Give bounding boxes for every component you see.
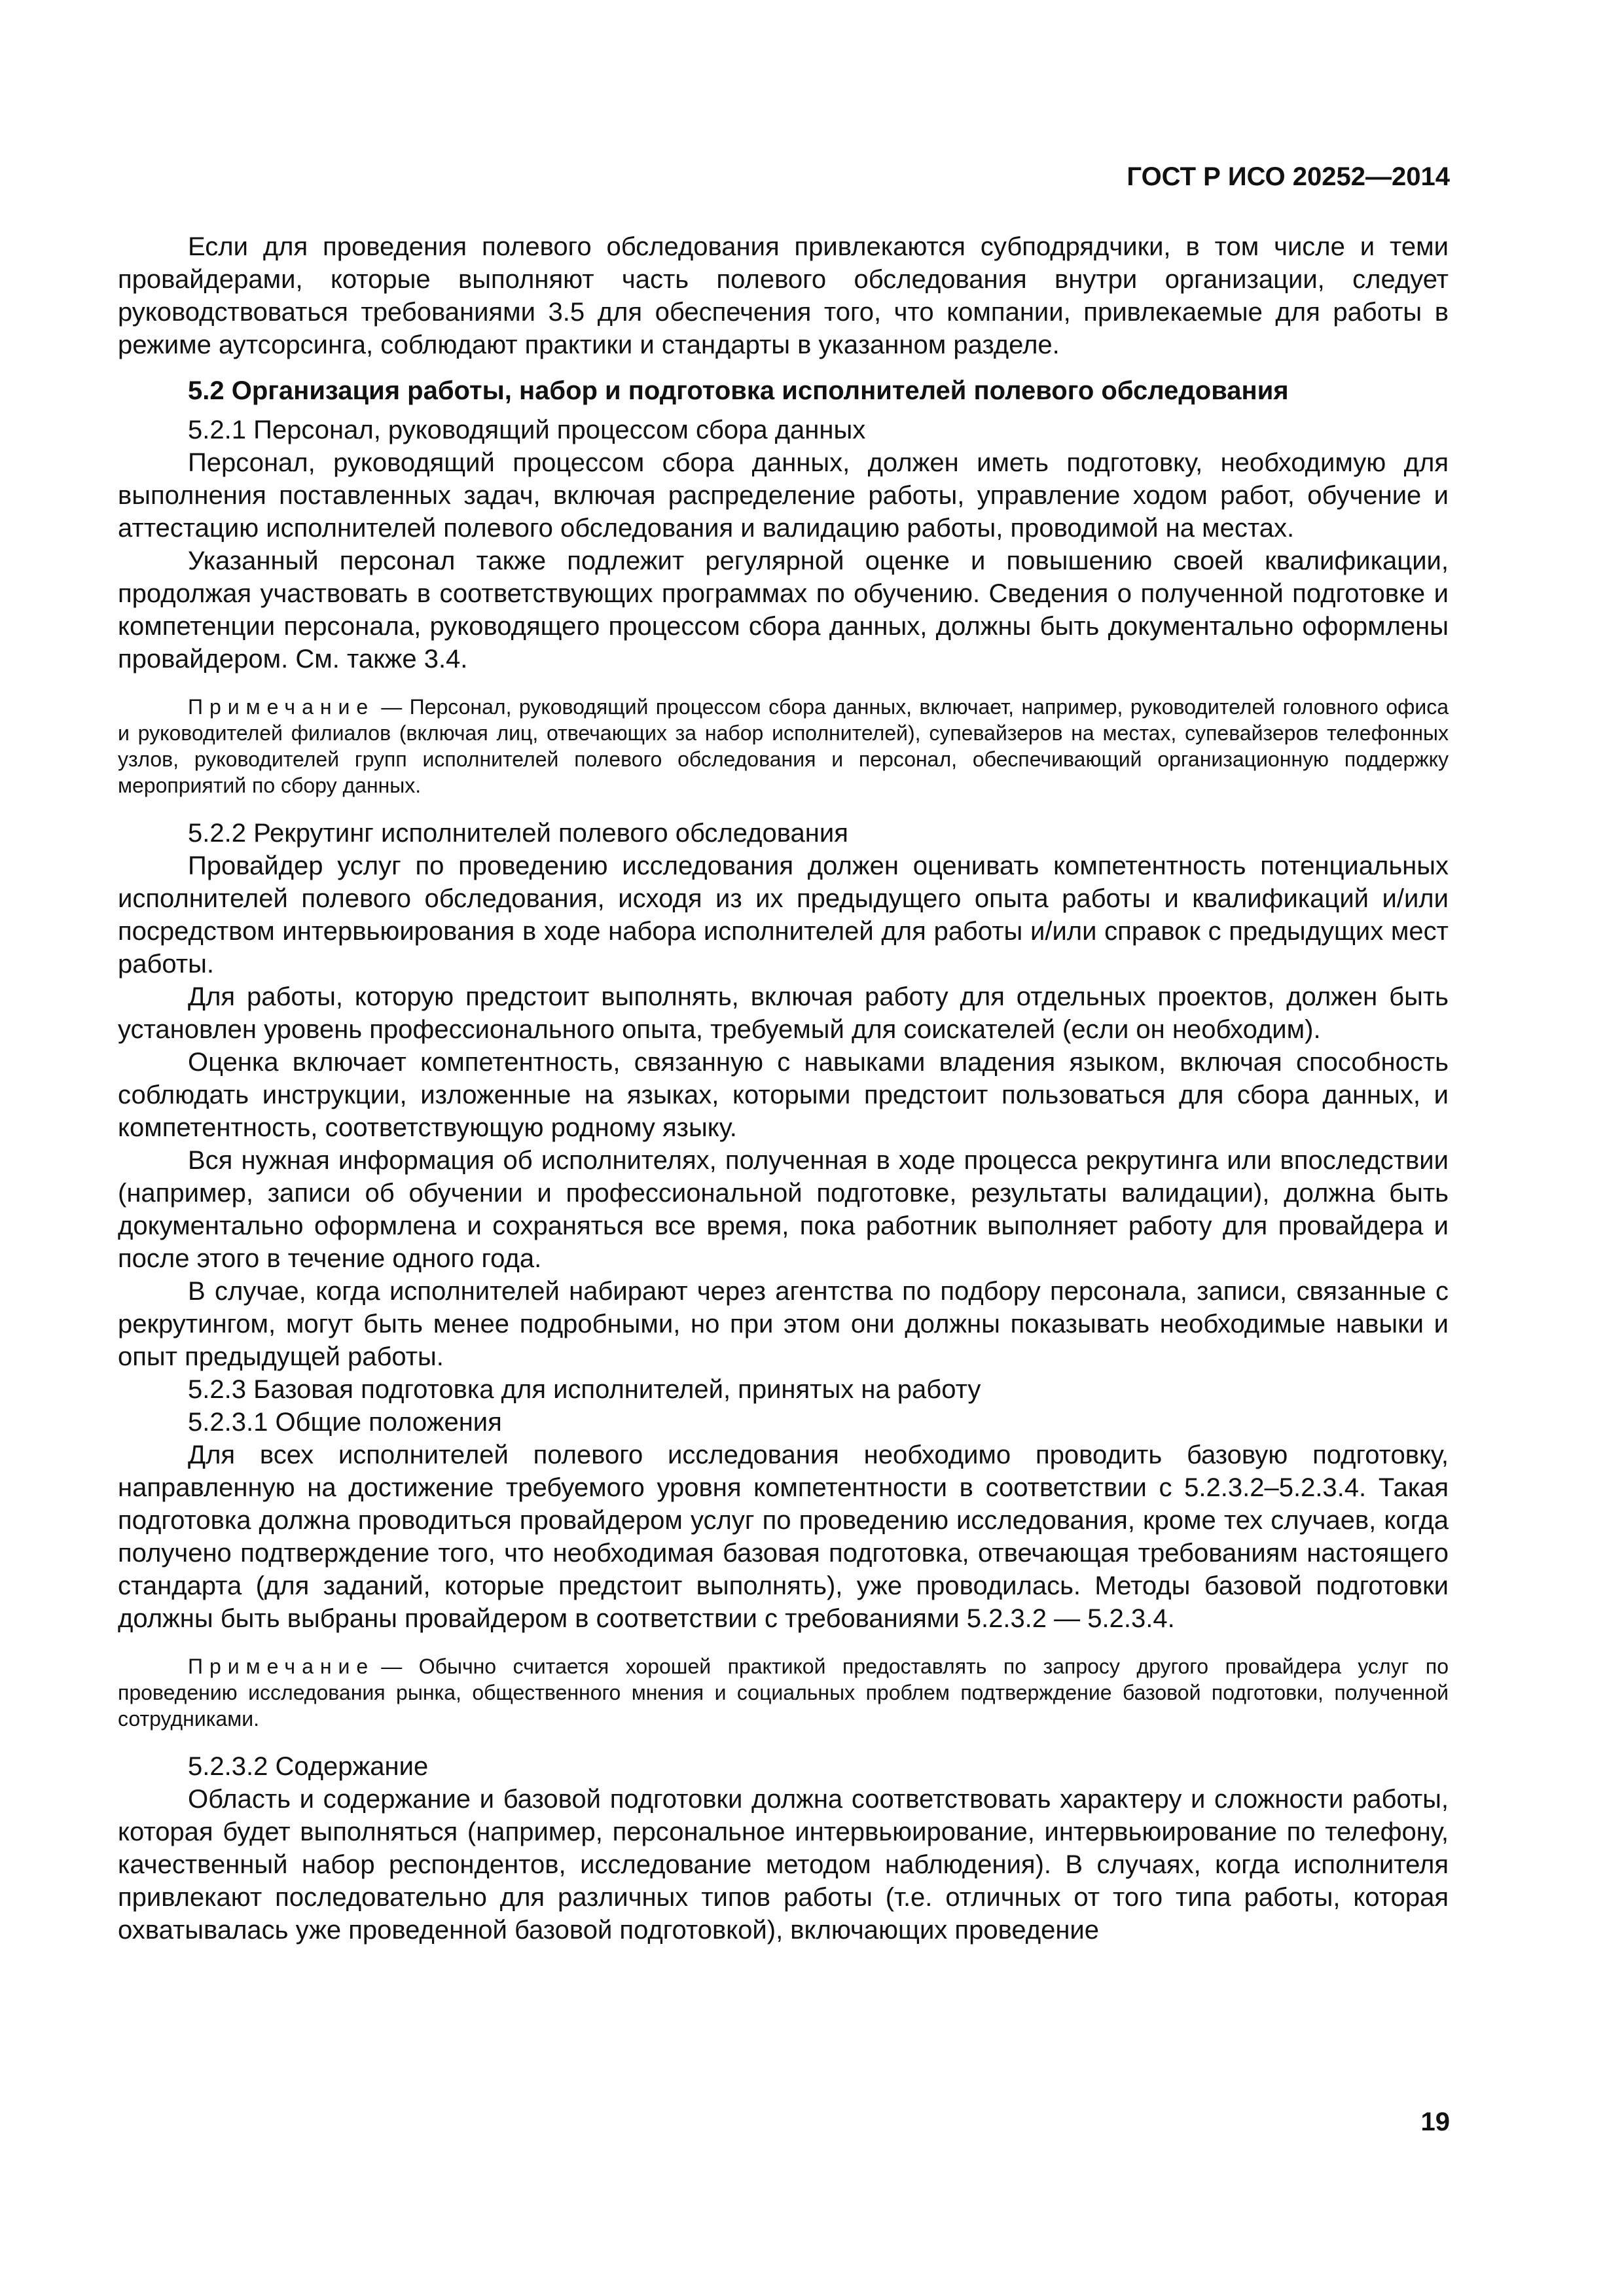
- subsection-heading: 5.2.3.2 Содержание: [188, 1752, 429, 1781]
- paragraph: Область и содержание и базовой подготовки должна соответствовать характеру и сложности работы, которая будет выполняться (например, персональное интервьюирование, интервьюирование по телефону, качественный набор респондентов, исследование методом наблюдения). В случаях, когда исполнителя привлекают последовательно для различных типов работы (т.е. отличных от того типа работы, которая охватывалась уже проведенной базовой подготовкой), включающих проведение: [118, 1785, 1449, 1945]
- paragraph: Персонал, руководящий процессом сбора данных, должен иметь подготовку, необходимую для выполнения поставленных задач, включая распределение работы, управление ходом работ, обучение и аттестацию исполнителей полевого обследования и валидацию работы, проводимой на местах.: [118, 448, 1449, 543]
- subsection-heading: 5.2.3 Базовая подготовка для исполнителей, принятых на работу: [188, 1375, 981, 1404]
- subsection-heading: 5.2.1 Персонал, руководящий процессом сбора данных: [188, 416, 866, 444]
- subsection-heading: 5.2.3.1 Общие положения: [188, 1408, 502, 1437]
- note: [118, 694, 1449, 798]
- paragraph: Провайдер услуг по проведению исследования должен оценивать компетентность потенциальных исполнителей полевого обследования, исходя из их предыдущего опыта работы и квалификаций и/или посредством интервьюирования в ходе набора исполнителей для работы и/или справок с предыдущих мест работы.: [118, 852, 1449, 978]
- subsection-heading: 5.2.2 Рекрутинг исполнителей полевого обследования: [188, 819, 848, 848]
- section-heading: 5.2 Организация работы, набор и подготовка исполнителей полевого обследования: [188, 376, 1289, 405]
- note-label: Примечание: [188, 1655, 375, 1678]
- paragraph: Оценка включает компетентность, связанную с навыками владения языком, включая способность соблюдать инструкции, изложенные на языках, которыми предстоит пользоваться для сбора данных, и компетентность, соответствующую родному языку.: [118, 1048, 1449, 1142]
- page-number: 19: [1420, 2108, 1450, 2136]
- paragraph: Указанный персонал также подлежит регулярной оценке и повышению своей квалификации, продолжая участвовать в соответствующих программах по обучению. Сведения о полученной подготовке и компетенции персонала, руководящего процессом сбора данных, должны быть документально оформлены провайдером. См. также 3.4.: [118, 547, 1449, 673]
- paragraph: Вся нужная информация об исполнителях, полученная в ходе процесса рекрутинга или впоследствии (например, записи об обучении и профессиональной подготовке, результаты валидации), должна быть документально оформлена и сохраняться все время, пока работник выполняет работу для провайдера и после этого в течение одного года.: [118, 1146, 1449, 1273]
- document-body: [118, 230, 1449, 1946]
- paragraph: Для всех исполнителей полевого исследования необходимо проводить базовую подготовку, направленную на достижение требуемого уровня компетентности в соответствии с 5.2.3.2–5.2.3.4. Такая подготовка должна проводиться провайдером услуг по проведению исследования, кроме тех случаев, когда получено подтверждение того, что необходимая базовая подготовка, отвечающая требованиям настоящего стандарта (для заданий, которые предстоит выполнять), уже проводилась. Методы базовой подготовки должны быть выбраны провайдером в соответствии с требованиями 5.2.3.2 — 5.2.3.4.: [118, 1441, 1449, 1633]
- note: [118, 1653, 1449, 1732]
- document-header: ГОСТ Р ИСО 20252—2014: [1127, 162, 1450, 191]
- paragraph: Для работы, которую предстоит выполнять, включая работу для отдельных проектов, должен быть установлен уровень профессионального опыта, требуемый для соискателей (если он необходим).: [118, 982, 1449, 1044]
- note-text: — Обычно считается хорошей практикой предоставлять по запросу другого провайдера услуг по проведению исследования рынка, общественного мнения и социальных проблем подтверждение базовой подготовки, полученной сотрудниками.: [118, 1655, 1449, 1731]
- paragraph: Если для проведения полевого обследования привлекаются субподрядчики, в том числе и теми провайдерами, которые выполняют часть полевого обследования внутри организации, следует руководствоваться требованиями 3.5 для обеспечения того, что компании, привлекаемые для работы в режиме аутсорсинга, соблюдают практики и стандарты в указанном разделе.: [118, 232, 1449, 359]
- note-label: Примечание: [188, 695, 375, 719]
- paragraph: В случае, когда исполнителей набирают через агентства по подбору персонала, записи, связанные с рекрутингом, могут быть менее подробными, но при этом они должны показывать необходимые навыки и опыт предыдущей работы.: [118, 1277, 1449, 1371]
- note-text: — Персонал, руководящий процессом сбора данных, включает, например, руководителей головного офиса и руководителей филиалов (включая лиц, отвечающих за набор исполнителей), супевайзеров на местах, супевайзеров телефонных узлов, руководителей групп исполнителей полевого обследования и персонал, обеспечивающий организационную поддержку мероприятий по сбору данных.: [118, 695, 1449, 797]
